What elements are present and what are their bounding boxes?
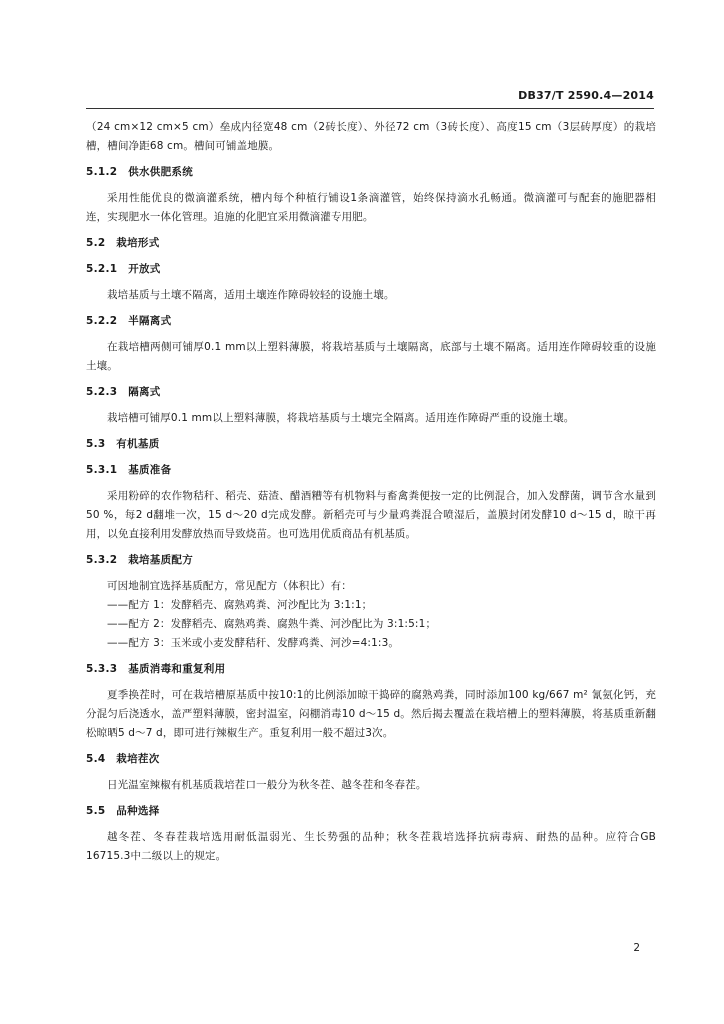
paragraph-5-2-2: 在栽培槽两侧可铺厚0.1 mm以上塑料薄膜，将栽培基质与土壤隔离，底部与土壤不隔离。适用连作障碍较重的设施土壤。 [86,341,656,372]
paragraph-5-2-3: 栽培槽可铺厚0.1 mm以上塑料薄膜，将栽培基质与土壤完全隔离。适用连作障碍严重的设施土壤。 [107,412,575,424]
heading-5-4: 5.4 栽培茬次 [86,753,160,765]
standard-code: DB37/T 2590.4—2014 [518,89,654,102]
paragraph-5-1-2: 采用性能优良的微滴灌系统，槽内每个种植行铺设1条滴灌管，始终保持滴水孔畅通。微滴灌可与配套的施肥器相连，实现肥水一体化管理。追施的化肥宜采用微滴灌专用肥。 [86,192,656,223]
paragraph-5-3-1: 采用粉碎的农作物秸秆、稻壳、菇渣、醋酒糟等有机物料与畜禽粪便按一定的比例混合，加入发酵菌，调节含水量到50 %，每2 d翻堆一次，15 d～20 d完成发酵。新稻壳可与少量鸡粪混合喷湿后，盖膜封闭发酵10 d～15 d，晾干再用，以免直接利用发酵放热而导致烧苗。也可选用优质商品有机基质。 [86,490,656,540]
document-body [86,118,656,873]
heading-5-5: 5.5 品种选择 [86,805,160,817]
formula-item-3: ——配方 3：玉米或小麦发酵秸秆、发酵鸡粪、河沙=4:1:3。 [107,637,400,649]
header-divider [86,108,654,109]
heading-5-2-1: 5.2.1 开放式 [86,263,161,275]
heading-5-2: 5.2 栽培形式 [86,237,160,249]
paragraph-5-3-2: 可因地制宜选择基质配方，常见配方（体积比）有： [107,580,352,592]
paragraph-5-4: 日光温室辣椒有机基质栽培茬口一般分为秋冬茬、越冬茬和冬春茬。 [107,779,427,791]
heading-5-3-2: 5.3.2 栽培基质配方 [86,554,193,566]
heading-5-3-1: 5.3.1 基质准备 [86,464,172,476]
paragraph-5-3-3: 夏季换茬时，可在栽培槽原基质中按10:1的比例添加晾干捣碎的腐熟鸡粪，同时添加100 kg/667 m² 氰氨化钙，充分混匀后浇透水，盖严塑料薄膜，密封温室，闷棚消毒10 d～15 d。然后揭去覆盖在栽培槽上的塑料薄膜，将基质重新翻松晾晒5 d～7 d，即可进行辣椒生产。重复利用一般不超过3次。 [86,689,656,739]
heading-5-3-3: 5.3.3 基质消毒和重复利用 [86,663,226,675]
paragraph-continued: （24 cm×12 cm×5 cm）垒成内径宽48 cm（2砖长度）、外径72 cm（3砖长度）、高度15 cm（3层砖厚度）的栽培槽，槽间净距68 cm。槽间可铺盖地膜。 [86,121,656,152]
paragraph-5-2-1: 栽培基质与土壤不隔离，适用土壤连作障碍较轻的设施土壤。 [107,289,395,301]
heading-5-1-2: 5.1.2 供水供肥系统 [86,166,193,178]
heading-5-3: 5.3 有机基质 [86,438,160,450]
heading-5-2-2: 5.2.2 半隔离式 [86,315,172,327]
formula-item-2: ——配方 2：发酵稻壳、腐熟鸡粪、腐熟牛粪、河沙配比为 3:1:5:1； [107,618,437,630]
page-number: 2 [633,942,640,954]
formula-item-1: ——配方 1：发酵稻壳、腐熟鸡粪、河沙配比为 3:1:1； [107,599,373,611]
heading-5-2-3: 5.2.3 隔离式 [86,386,161,398]
paragraph-5-5: 越冬茬、冬春茬栽培选用耐低温弱光、生长势强的品种；秋冬茬栽培选择抗病毒病、耐热的品种。应符合GB 16715.3中二级以上的规定。 [86,831,656,862]
